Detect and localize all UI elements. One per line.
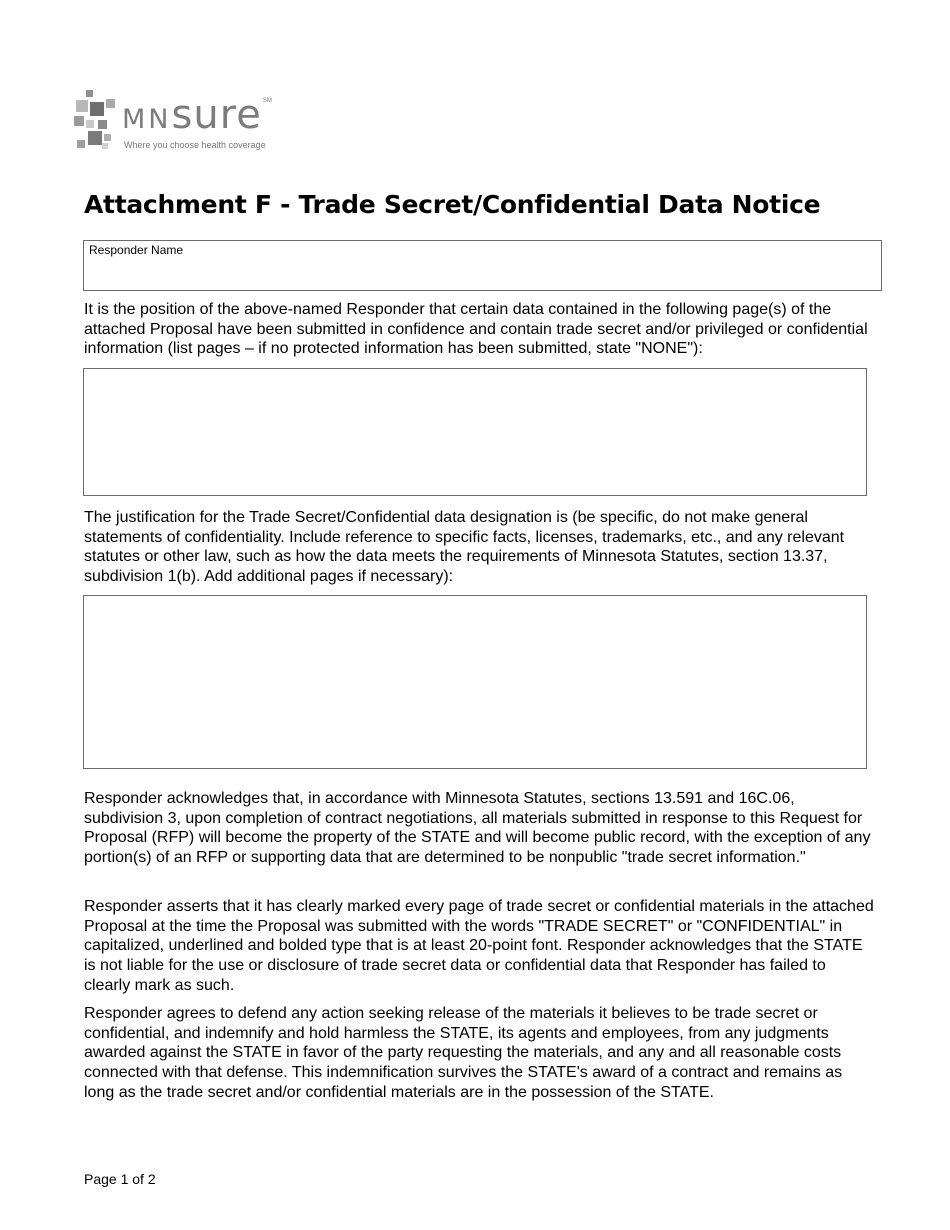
assertion-paragraph: Responder asserts that it has clearly marked every page of trade secret or confidential materials in the attached Proposal at the time the Proposal was submitted with the words "TRADE SECRET" or "CONFIDENTIAL" in capitalized, underlined and bolded type that is at least 20-point font. Responder acknowledges that the STATE is not liable for the use or disclosure of trade secret data or confidential data that Responder has failed to clearly mark as such. (84, 898, 874, 994)
justification-field[interactable] (83, 595, 867, 769)
logo-sure: sure (171, 92, 262, 138)
intro-paragraph: It is the position of the above-named Responder that certain data contained in the following page(s) of the attached Proposal have been submitted in confidence and contain trade secret and/or privileged or confidential information (list pages – if no protected information has been submitted, state "NONE"): (84, 301, 868, 358)
mnsure-logo (74, 90, 304, 154)
logo-wordmark (122, 92, 272, 138)
protected-pages-field[interactable] (83, 368, 867, 496)
justification-paragraph: The justification for the Trade Secret/Confidential data designation is (be specific, do not make general statements of confidentiality. Include reference to specific facts, licenses, trademarks, etc., and any relevant statutes or other law, such as how the data meets the requirements of Minnesota Statutes, section 13.37, subdivision 1(b). Add additional pages if necessary): (84, 509, 845, 586)
logo-tagline: Where you choose health coverage (124, 140, 266, 150)
page-number: Page 1 of 2 (84, 1171, 156, 1187)
acknowledgement-paragraph: Responder acknowledges that, in accordance with Minnesota Statutes, sections 13.591 and 16C.06, subdivision 3, upon completion of contract negotiations, all materials submitted in response to this Request for Proposal (RFP) will become the property of the STATE and will become public record, with the exception of any portion(s) of an RFP or supporting data that are determined to be nonpublic "trade secret information." (84, 790, 871, 867)
responder-name-label: Responder Name (89, 243, 184, 257)
page-title: Attachment F - Trade Secret/Confidential Data Notice (84, 190, 821, 219)
responder-name-field[interactable] (83, 240, 882, 291)
indemnification-paragraph: Responder agrees to defend any action seeking release of the materials it believes to be trade secret or confidential, and indemnify and hold harmless the STATE, its agents and employees, from any judgments awarded against the STATE in favor of the party requesting the materials, and any and all reasonable costs connected with that defense. This indemnification survives the STATE's award of a contract and remains as long as the trade secret and/or confidential materials are in the possession of the STATE. (84, 1005, 843, 1101)
logo-service-mark: SM (262, 98, 272, 104)
logo-mn: MN (122, 104, 172, 135)
